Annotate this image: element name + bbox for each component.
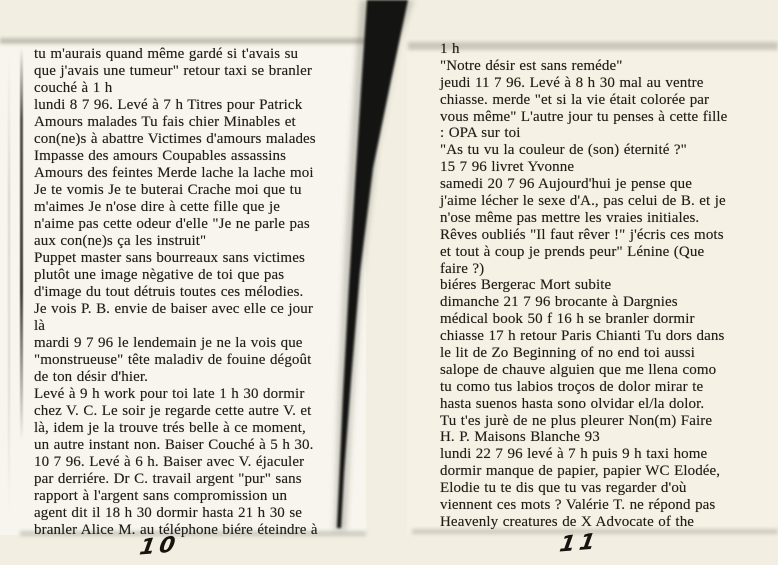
scan-streak-top-left — [0, 38, 366, 44]
text-line: Tu t'es jurè de ne plus pleurer Non(m) Faire — [440, 412, 713, 429]
text-line: Rêves oubliés "Il faut rêver !" j'écris ces mots — [440, 226, 724, 243]
text-line: hasta suenos hasta sono olvidar el/la dolor. — [440, 395, 705, 412]
text-line: là, idem je la trouve trés belle à ce moment, — [34, 420, 306, 436]
text-line: chiasse 17 h retour Paris Chianti Tu dors dans — [440, 328, 725, 345]
left-page-text — [34, 46, 372, 539]
text-line: tu m'aurais quand même gardé si t'avais su — [34, 46, 299, 62]
text-line: H. P. Maisons Blanche 93 — [440, 429, 600, 446]
text-line: "As tu vu la couleur de (son) éternité ?" — [440, 142, 687, 159]
text-line: d'image du tout détruis toutes ces mélodies. — [34, 284, 304, 300]
text-line: vous même" L'autre jour tu penses à cette fille — [440, 108, 728, 125]
text-line: Levé à 9 h work pour toi late 1 h 30 dormir — [34, 386, 305, 402]
text-line: dimanche 21 7 96 brocante à Dargnies — [440, 294, 678, 311]
page-crease — [8, 55, 10, 515]
page-number-right: 11 — [557, 529, 601, 558]
text-line: samedi 20 7 96 Aujourd'hui je pense que — [440, 176, 693, 193]
text-line: agent dit il 18 h 30 dormir hasta 21 h 30 se — [34, 505, 303, 521]
text-line: branler Alice M. au téléphone biére éteindre à — [34, 522, 318, 538]
page-number-left: 10 — [137, 532, 181, 561]
text-line: et tout à coup je prends peur" Lénine (Que — [440, 243, 705, 260]
text-line: Heavenly creatures de X Advocate of the — [440, 513, 695, 530]
text-line: con(ne)s à abattre Victimes d'amours malades — [34, 131, 316, 147]
text-line: n'aime pas cette odeur d'elle "Je ne parle pas — [34, 216, 310, 232]
text-line: 10 7 96. Levé à 6 h. Baiser avec V. éjaculer — [34, 454, 305, 470]
text-line: un autre instant non. Baiser Couché à 5 h 30. — [34, 437, 314, 453]
text-line: chiasse. merde "et si la vie était colorée par — [440, 91, 710, 108]
text-line: Elodie tu te dis que tu vas regarder d'où — [440, 480, 687, 497]
text-line: plutôt une image nègative de toi que pas — [34, 267, 285, 283]
text-line: mardi 9 7 96 le lendemain je ne la vois que — [34, 335, 303, 351]
text-line: tu como tus labios troços de dolor mirar te — [440, 378, 704, 395]
text-line: Je vois P. B. envie de baiser avec elle ce jour — [34, 301, 313, 317]
text-line: Impasse des amours Coupables assassins — [34, 148, 287, 164]
text-line: "Notre désir est sans reméde" — [440, 57, 623, 74]
text-line: lundi 8 7 96. Levé à 7 h Titres pour Patrick — [34, 97, 303, 113]
text-line: n'ose même pas mettre les vraies initiales. — [440, 209, 700, 226]
text-line: viennent ces mots ? Valérie T. ne répond pas — [440, 497, 716, 514]
text-line: biéres Bergerac Mort subite — [440, 277, 612, 294]
text-line: Puppet master sans bourreaux sans victimes — [34, 250, 305, 266]
text-line: salope de chauve alguien que me llena como — [440, 361, 717, 378]
text-line: que j'avais une tumeur" retour taxi se branler — [34, 63, 312, 79]
text-line: "monstrueuse" tête maladiv de fouine dégoût — [34, 352, 312, 368]
text-line: couché à 1 h — [34, 80, 113, 96]
text-line: lundi 22 7 96 levé à 7 h puis 9 h taxi home — [440, 446, 708, 463]
text-line: médical book 50 f 16 h se branler dormir — [440, 311, 695, 328]
text-line: dormir manque de papier, papier WC Elodée, — [440, 463, 721, 480]
text-line: rapport à l'argent sans compromission un — [34, 488, 288, 504]
page-edge-shadow — [20, 48, 23, 440]
text-line: 15 7 96 livret Yvonne — [440, 159, 575, 176]
text-line: : OPA sur toi — [440, 125, 521, 142]
text-line: par derriére. Dr C. travail argent "pur" sans — [34, 471, 302, 487]
text-line: Je te vomis Je te buterai Crache moi que tu — [34, 182, 302, 198]
text-line: le lit de Zo Beginning of no end toi aussi — [440, 345, 695, 362]
text-line: là — [34, 318, 46, 334]
text-line: de ton désir d'hier. — [34, 369, 148, 385]
text-line: faire ?) — [440, 260, 485, 277]
text-line: chez V. C. Le soir je regarde cette autre V. et — [34, 403, 312, 419]
text-line: 1 h — [440, 41, 460, 57]
text-line: jeudi 11 7 96. Levé à 8 h 30 mal au ventre — [440, 74, 704, 91]
text-line: Amours malades Tu fais chier Minables et — [34, 114, 296, 130]
right-page-text — [440, 41, 778, 531]
text-line: m'aimes Je n'ose dire à cette fille que je — [34, 199, 280, 215]
text-line: Amours des feintes Merde lache la lache moi — [34, 165, 314, 181]
text-line: aux con(ne)s ça les instruit" — [34, 233, 207, 249]
text-line: j'aime lécher le sexe d'A., pas celui de B. et je — [440, 193, 726, 210]
